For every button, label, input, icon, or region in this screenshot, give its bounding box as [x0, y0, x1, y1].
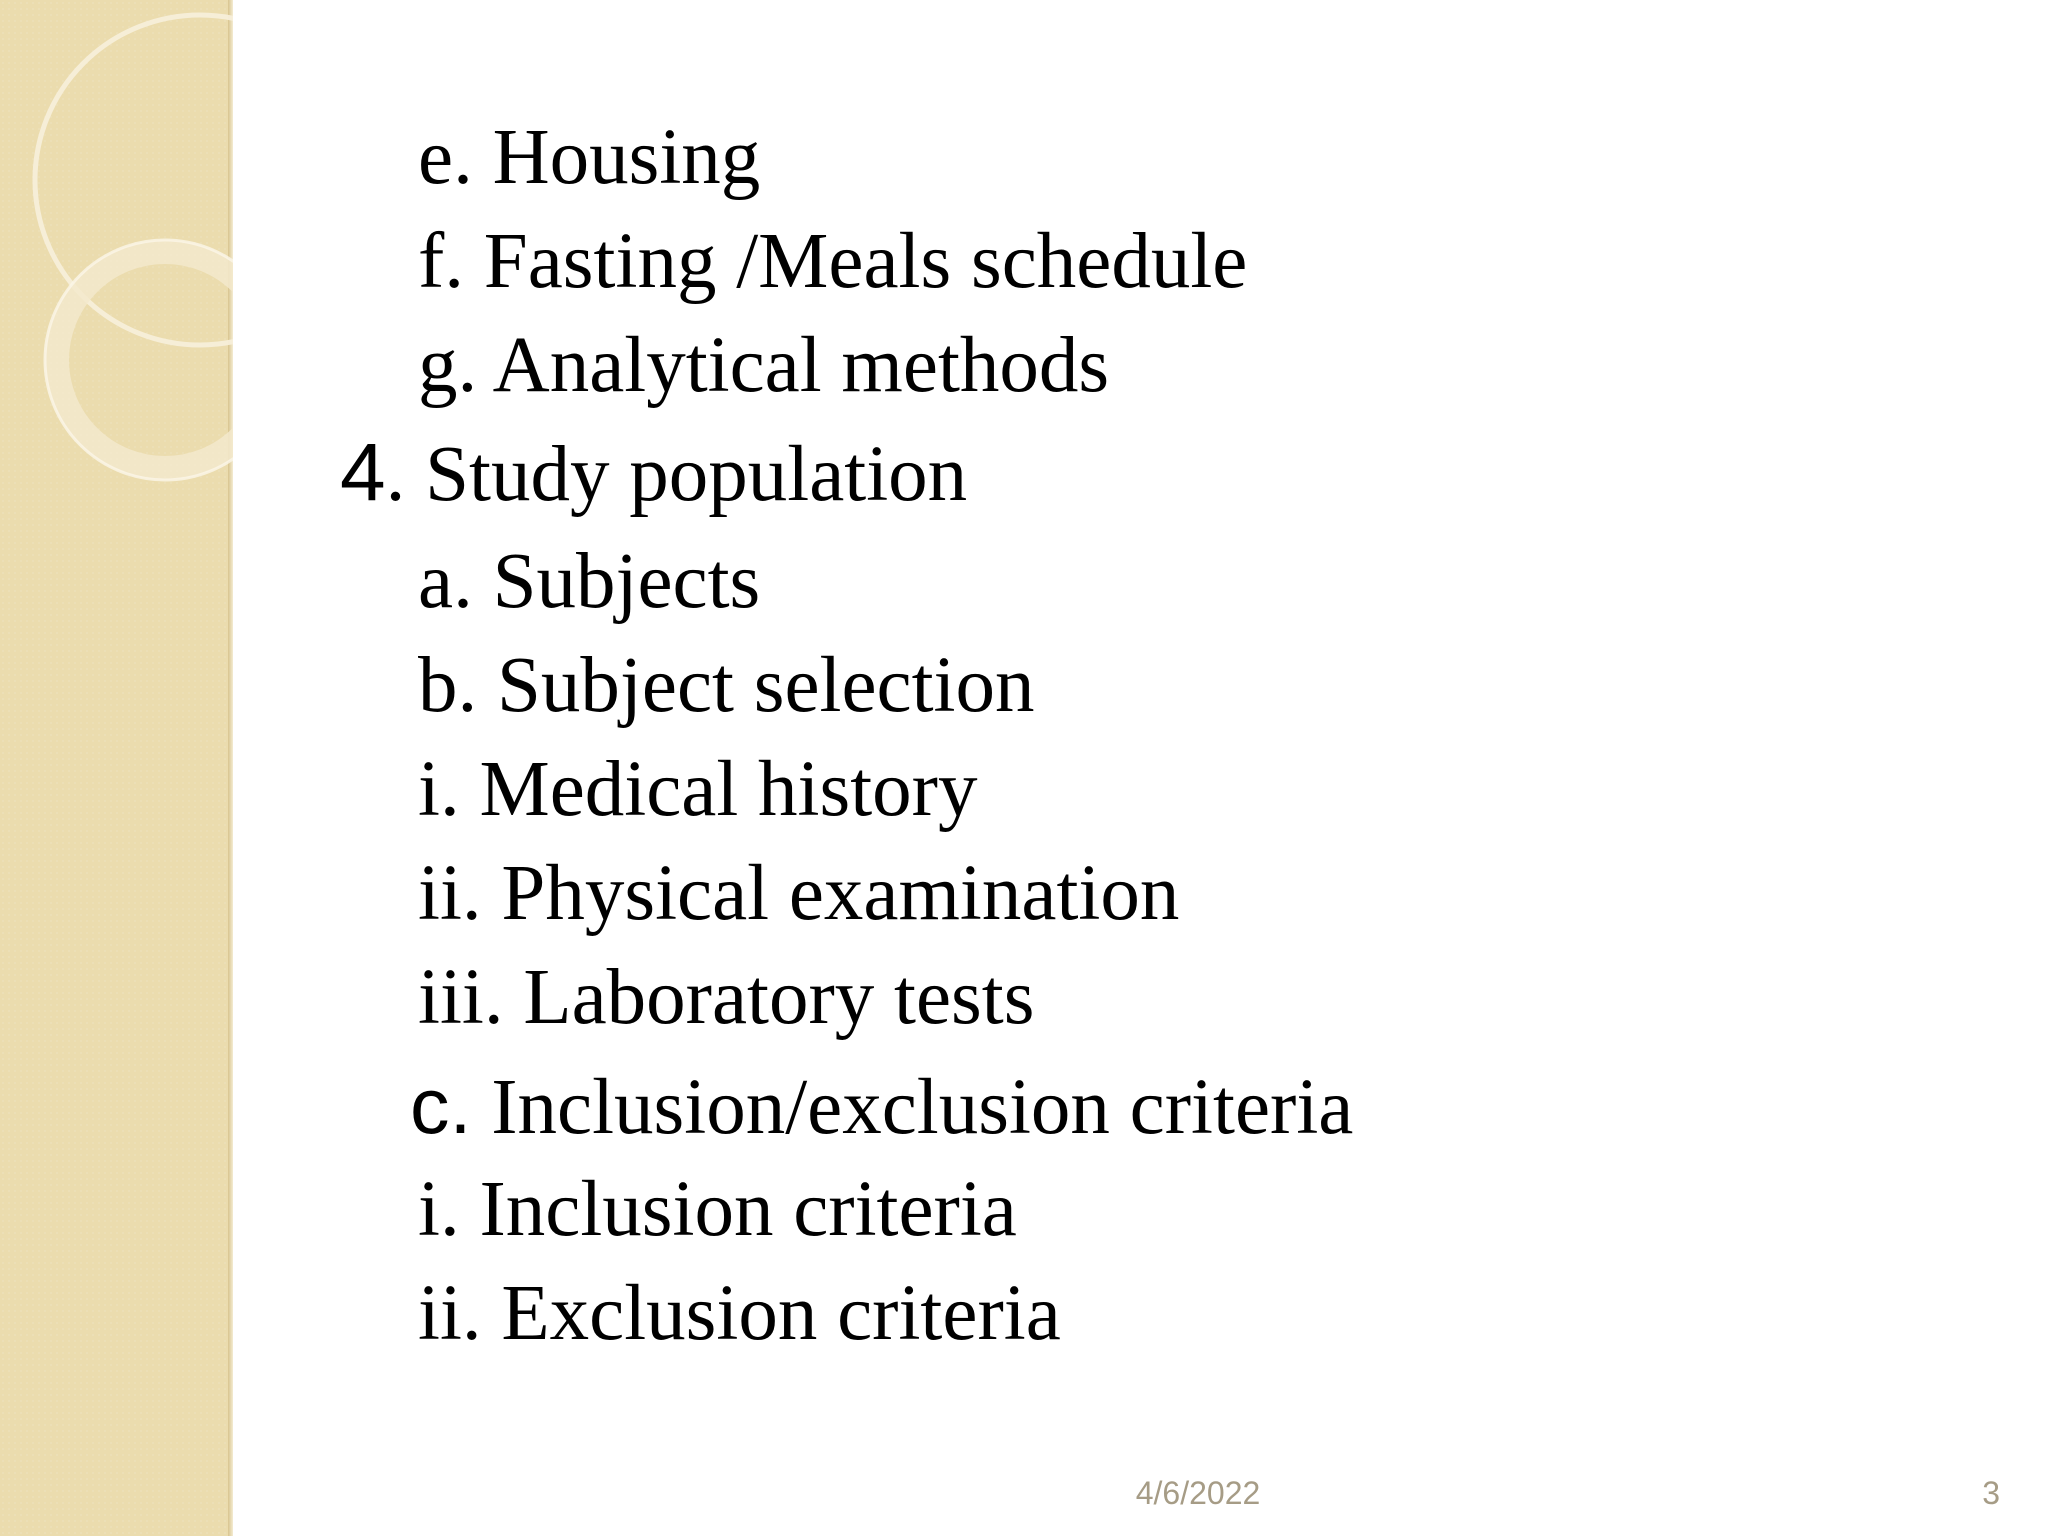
item-physical-examination: ii. Physical examination: [418, 850, 1180, 937]
number-marker: 4: [340, 427, 386, 518]
small-ring-highlight: [45, 240, 233, 480]
slide-number: 3: [1982, 1475, 2000, 1511]
item-inclusion-exclusion-text: Inclusion/exclusion criteria: [491, 1064, 1354, 1151]
item-exclusion-criteria: ii. Exclusion criteria: [418, 1270, 1061, 1357]
item-housing: e. Housing: [418, 114, 761, 201]
small-ring: [57, 252, 233, 468]
heading-study-population: [340, 427, 968, 518]
letter-marker: c.: [410, 1061, 472, 1150]
item-inclusion-criteria: i. Inclusion criteria: [418, 1166, 1017, 1253]
decorative-rings: [0, 0, 233, 520]
item-fasting-meals: f. Fasting /Meals schedule: [418, 218, 1248, 305]
footer-date: 4/6/2022: [1135, 1475, 1261, 1511]
item-inclusion-exclusion: [410, 1061, 1354, 1151]
item-subject-selection: b. Subject selection: [418, 642, 1035, 729]
heading-text: . Study population: [385, 431, 968, 518]
item-subjects: a. Subjects: [418, 538, 761, 625]
item-analytical-methods: g. Analytical methods: [418, 322, 1110, 409]
item-medical-history: i. Medical history: [418, 746, 978, 833]
item-laboratory-tests: iii. Laboratory tests: [418, 954, 1035, 1041]
